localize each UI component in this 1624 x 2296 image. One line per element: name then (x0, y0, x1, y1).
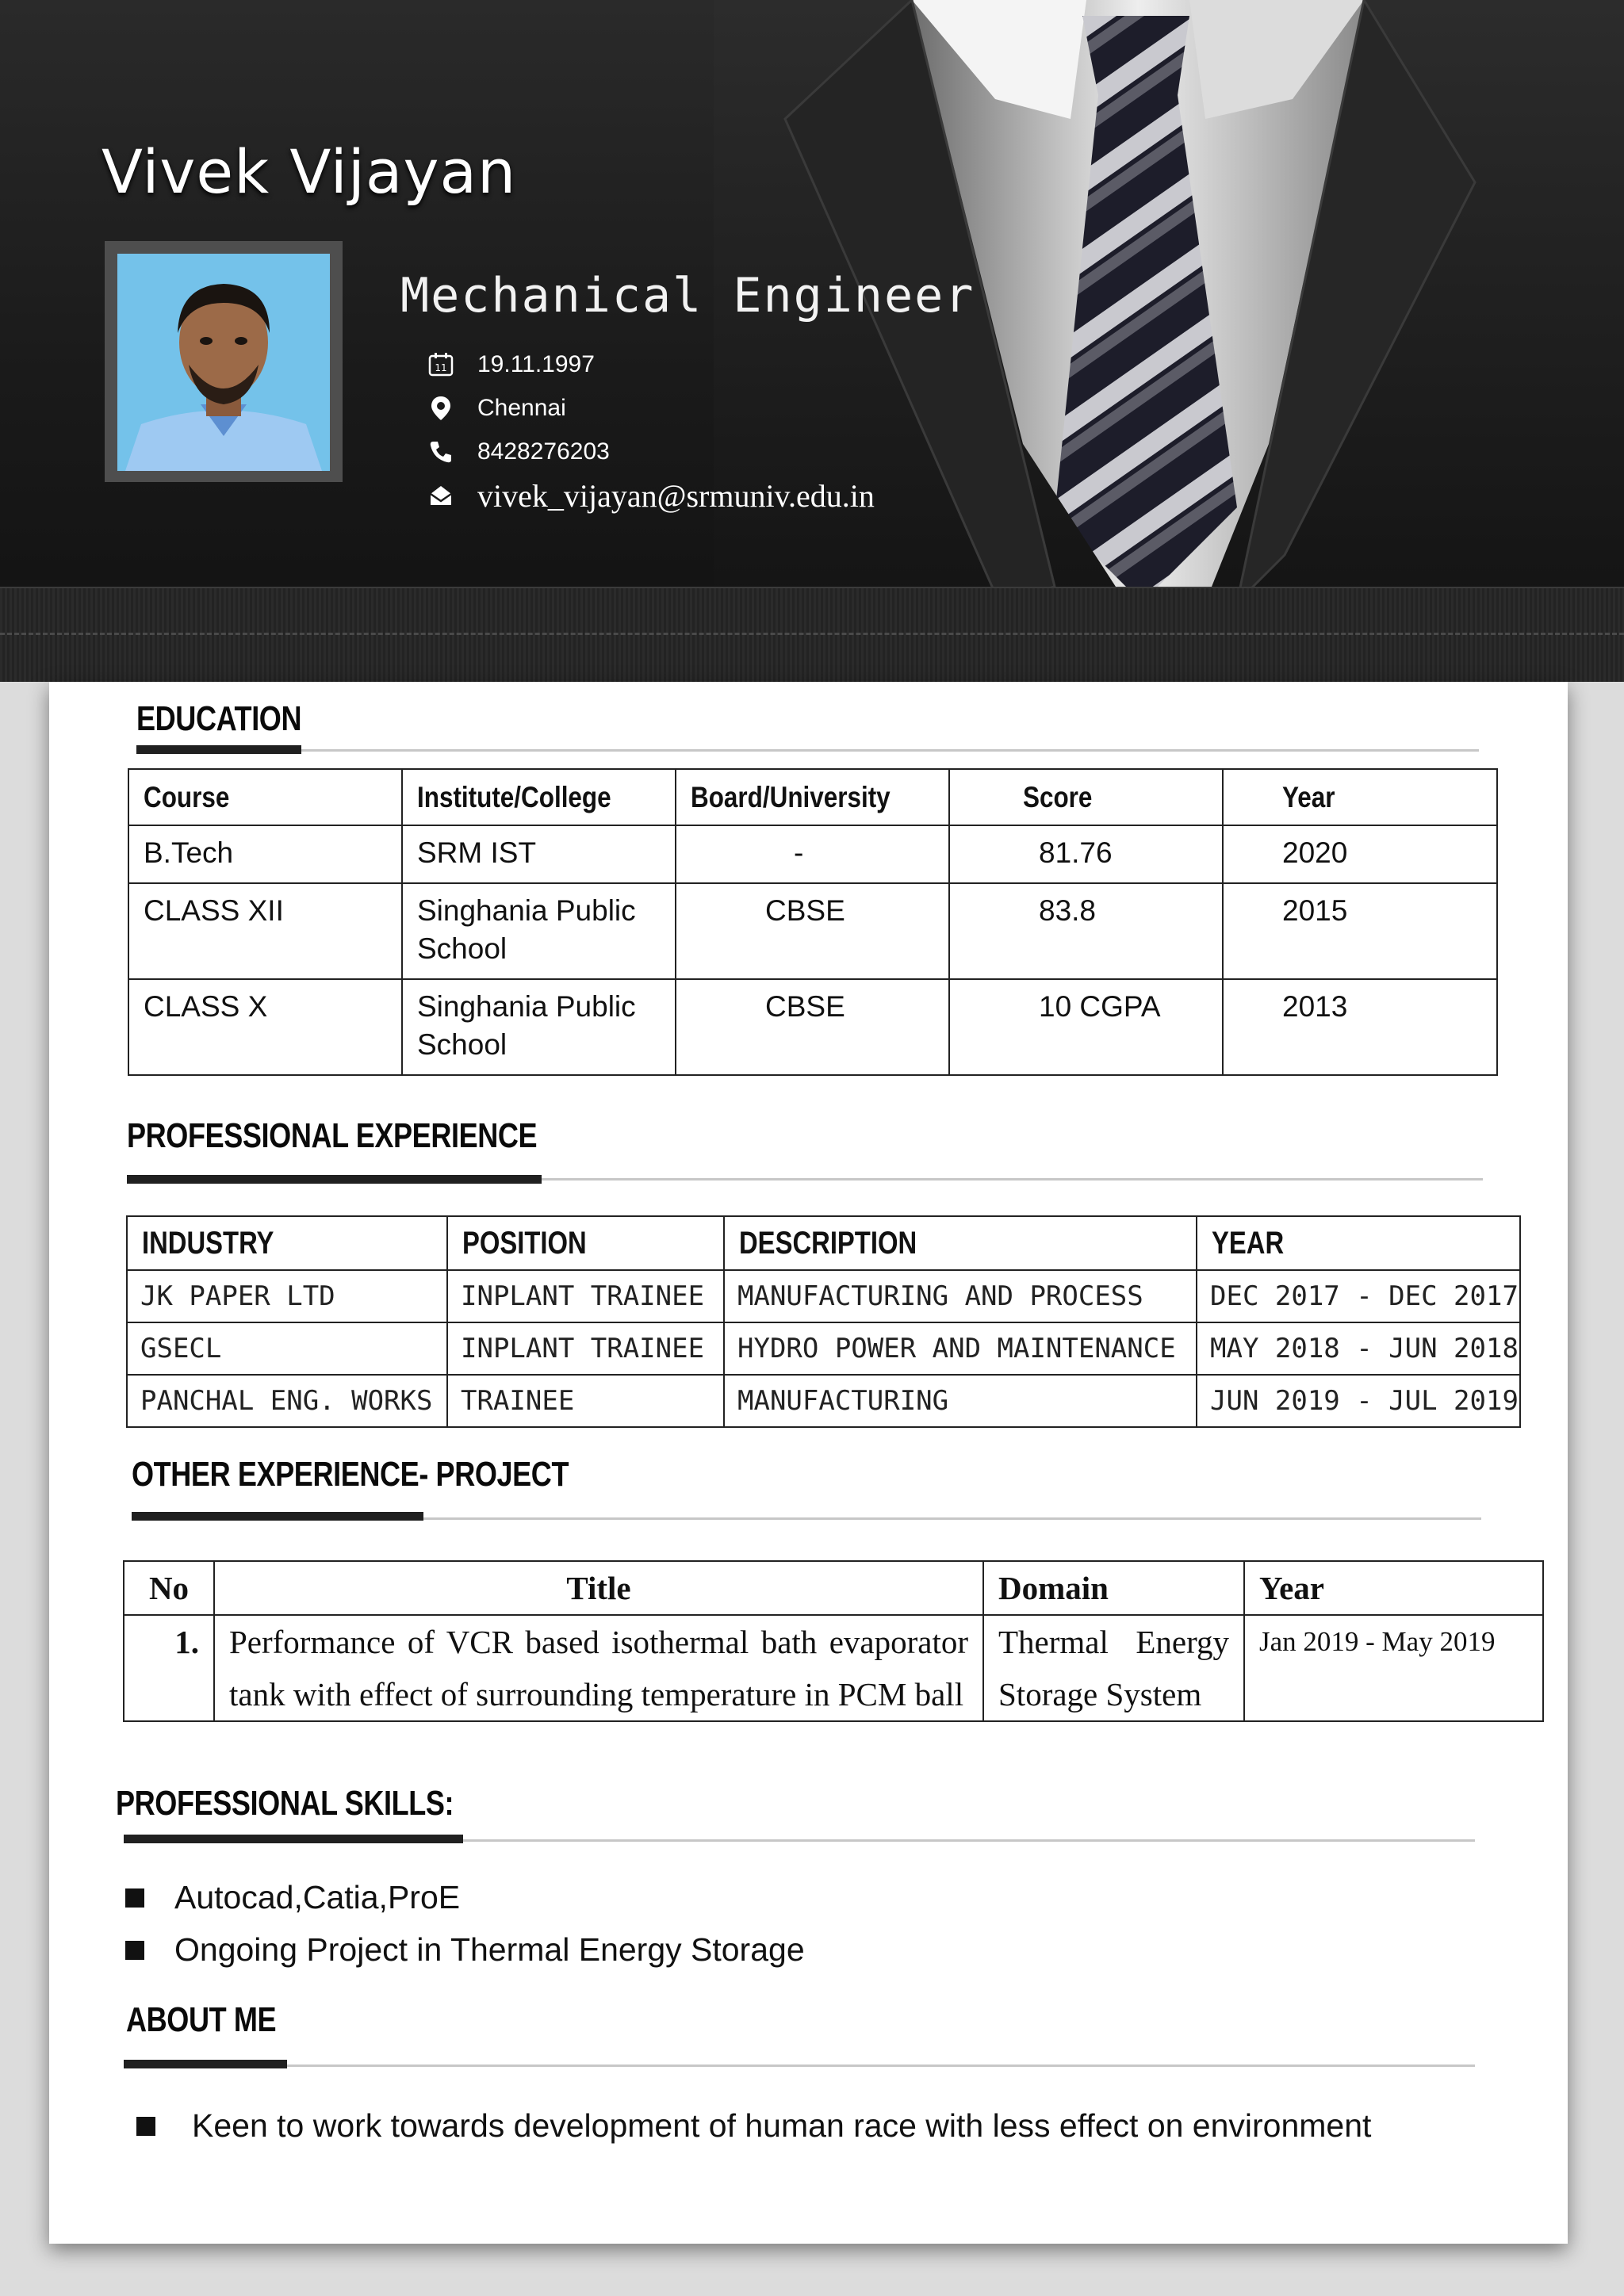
col-description: DESCRIPTION (724, 1216, 1197, 1270)
col-year: YEAR (1197, 1216, 1520, 1270)
col-board: Board/University (676, 769, 949, 825)
resume-header (0, 0, 1624, 682)
table-row (127, 1270, 1520, 1322)
education-rule (136, 749, 1479, 752)
cell: 10 CGPA (949, 979, 1223, 1075)
about-me-heading: ABOUT ME (126, 2000, 277, 2039)
education-table (128, 768, 1498, 1076)
cell: CBSE (676, 883, 949, 979)
svg-text:11: 11 (435, 362, 447, 373)
email-text: vivek_vijayan@srmuniv.edu.in (477, 477, 875, 514)
cell: Singhania Public School (402, 979, 676, 1075)
cell: 83.8 (949, 883, 1223, 979)
phone-icon (428, 439, 454, 465)
cell: CLASS X (128, 979, 402, 1075)
education-heading: EDUCATION (136, 699, 302, 738)
candidate-name: Vivek Vijayan (102, 136, 517, 207)
col-industry: INDUSTRY (127, 1216, 447, 1270)
cell: DEC 2017 - DEC 2017 (1197, 1270, 1520, 1322)
table-row (127, 1375, 1520, 1427)
project-title-cell: Performance of VCR based isothermal bath evaporator tank with effect of surrounding temperature in PCM ball (214, 1615, 983, 1721)
location-pin-icon (428, 396, 454, 421)
dob-row (428, 345, 595, 385)
header-stitched-band (0, 587, 1624, 682)
bullet-square-icon (136, 2117, 155, 2136)
cell: GSECL (127, 1322, 447, 1375)
cell: HYDRO POWER AND MAINTENANCE (724, 1322, 1197, 1375)
project-rule-accent (132, 1512, 423, 1521)
calendar-icon (428, 352, 454, 377)
other-experience-heading: OTHER EXPERIENCE- PROJECT (132, 1455, 569, 1494)
about-rule (124, 2064, 1475, 2067)
cell: MANUFACTURING AND PROCESS (724, 1270, 1197, 1322)
cell: 81.76 (949, 825, 1223, 883)
about-rule-accent (124, 2060, 287, 2068)
professional-skills-heading: PROFESSIONAL SKILLS: (116, 1784, 454, 1823)
col-institute: Institute/College (402, 769, 676, 825)
location-text: Chennai (477, 395, 566, 421)
list-item: Autocad,Catia,ProE (125, 1879, 460, 1916)
job-title: Mechanical Engineer (400, 268, 975, 323)
cell: INPLANT TRAINEE (447, 1270, 724, 1322)
cell: 2013 (1223, 979, 1497, 1075)
email-icon (428, 483, 454, 508)
skills-rule-accent (124, 1835, 463, 1843)
col-year: Year (1223, 769, 1497, 825)
cell: CBSE (676, 979, 949, 1075)
table-row (127, 1322, 1520, 1375)
profile-photo (117, 254, 330, 471)
cell: Jan 2019 - May 2019 (1244, 1615, 1543, 1721)
col-title: Title (214, 1561, 983, 1615)
col-score: Score (949, 769, 1223, 825)
cell: MAY 2018 - JUN 2018 (1197, 1322, 1520, 1375)
cell: PANCHAL ENG. WORKS (127, 1375, 447, 1427)
dob-text: 19.11.1997 (477, 351, 595, 377)
col-year: Year (1244, 1561, 1543, 1615)
table-row (128, 883, 1497, 979)
cell: 2020 (1223, 825, 1497, 883)
col-domain: Domain (983, 1561, 1244, 1615)
phone-row (428, 432, 610, 472)
experience-header-row (127, 1216, 1520, 1270)
education-header-row (128, 769, 1497, 825)
cell: INPLANT TRAINEE (447, 1322, 724, 1375)
cell: Thermal Energy Storage System (983, 1615, 1244, 1721)
project-header-row (124, 1561, 1543, 1615)
experience-rule-accent (127, 1175, 542, 1184)
cell: JUN 2019 - JUL 2019 (1197, 1375, 1520, 1427)
cell: MANUFACTURING (724, 1375, 1197, 1427)
cell: CLASS XII (128, 883, 402, 979)
phone-text: 8428276203 (477, 438, 610, 465)
list-item: Ongoing Project in Thermal Energy Storage (125, 1931, 805, 1969)
email-row (428, 476, 875, 515)
cell: TRAINEE (447, 1375, 724, 1427)
cell: JK PAPER LTD (127, 1270, 447, 1322)
project-table (123, 1560, 1544, 1722)
cell: SRM IST (402, 825, 676, 883)
bullet-square-icon (125, 1888, 144, 1908)
stitch-line (0, 633, 1624, 635)
cell: B.Tech (128, 825, 402, 883)
table-row (128, 979, 1497, 1075)
bullet-square-icon (125, 1941, 144, 1960)
cell: Singhania Public School (402, 883, 676, 979)
education-rule-accent (136, 745, 301, 754)
cell: 2015 (1223, 883, 1497, 979)
table-row (124, 1615, 1543, 1721)
professional-experience-heading: PROFESSIONAL EXPERIENCE (127, 1116, 538, 1155)
col-no: No (124, 1561, 214, 1615)
table-row (128, 825, 1497, 883)
list-item: Keen to work towards development of human race with less effect on environment (136, 2107, 1371, 2145)
col-course: Course (128, 769, 402, 825)
col-position: POSITION (447, 1216, 724, 1270)
cell: - (676, 825, 949, 883)
cell: 1. (124, 1615, 214, 1721)
professional-experience-table (126, 1215, 1521, 1428)
location-row (428, 388, 566, 428)
